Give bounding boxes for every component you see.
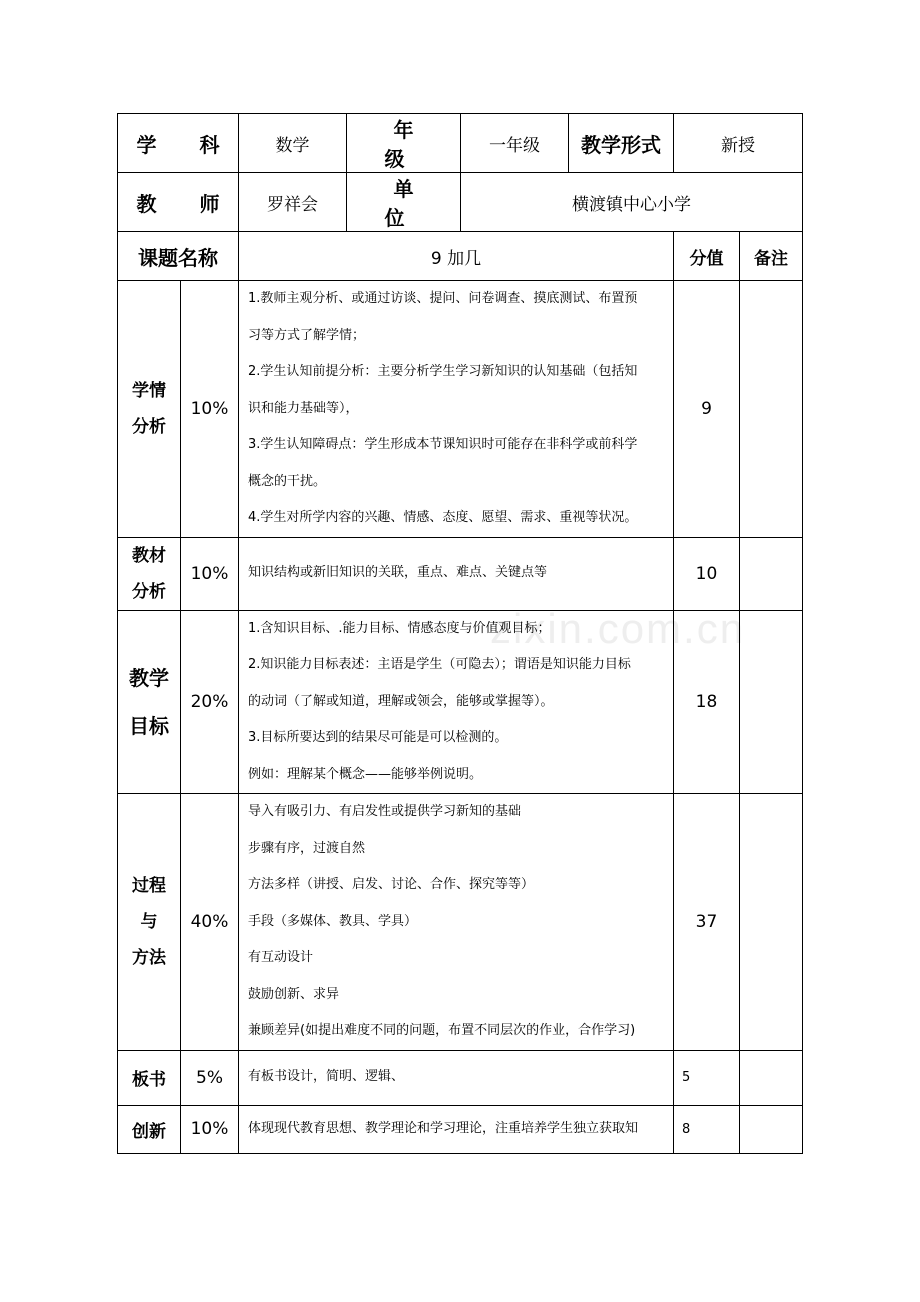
row-category: 学情 分析 bbox=[118, 281, 181, 538]
row-score: 9 bbox=[674, 281, 740, 538]
row-percent: 40% bbox=[181, 794, 239, 1051]
table-row bbox=[118, 537, 803, 610]
row-score: 18 bbox=[674, 610, 740, 794]
row-description: 有板书设计，简明、逻辑、 bbox=[239, 1050, 674, 1105]
row-note bbox=[740, 794, 803, 1051]
grade-label: 年 级 bbox=[347, 114, 461, 173]
row-percent: 10% bbox=[181, 1105, 239, 1153]
evaluation-table bbox=[117, 113, 803, 1154]
row-note bbox=[740, 610, 803, 794]
subject-value: 数学 bbox=[239, 114, 347, 173]
form-value: 新授 bbox=[674, 114, 803, 173]
form-label: 教学形式 bbox=[569, 114, 674, 173]
row-percent: 10% bbox=[181, 281, 239, 538]
table-row bbox=[118, 1105, 803, 1153]
row-description: 1.教师主观分析、或通过访谈、提问、问卷调查、摸底测试、布置预 习等方式了解学情； 2.学生认知前提分析：主要分析学生学习新知识的认知基础（包括知 识和能力基础等）， 3.学生认知障碍点：学生形成本节课知识时可能存在非科学或前科学 概念的干扰。 4.学生对所学内容的兴趣、情感、态度、愿望、需求、重视等状况。 bbox=[239, 281, 674, 538]
teacher-label: 教 师 bbox=[118, 173, 239, 232]
row-score: 37 bbox=[674, 794, 740, 1051]
row-category: 板书 bbox=[118, 1050, 181, 1105]
table-row bbox=[118, 794, 803, 1051]
row-percent: 20% bbox=[181, 610, 239, 794]
row-category: 教学 目标 bbox=[118, 610, 181, 794]
row-score: 10 bbox=[674, 537, 740, 610]
unit-value: 横渡镇中心小学 bbox=[461, 173, 803, 232]
row-description: 知识结构或新旧知识的关联，重点、难点、关键点等 bbox=[239, 537, 674, 610]
row-description: 1.含知识目标、.能力目标、情感态度与价值观目标； 2.知识能力目标表述：主语是学生（可隐去）；谓语是知识能力目标 的动词（了解或知道，理解或领会，能够或掌握等）。 3.目标所要达到的结果尽可能是可以检测的。 例如：理解某个概念——能够举例说明。 bbox=[239, 610, 674, 794]
row-note bbox=[740, 537, 803, 610]
row-category: 过程 与 方法 bbox=[118, 794, 181, 1051]
grade-value: 一年级 bbox=[461, 114, 569, 173]
row-note bbox=[740, 281, 803, 538]
header-row-1 bbox=[118, 114, 803, 173]
row-description: 导入有吸引力、有启发性或提供学习新知的基础 步骤有序，过渡自然 方法多样（讲授、启发、讨论、合作、探究等等） 手段（多媒体、教具、学具） 有互动设计 鼓励创新、求异 兼顾差异(如提出难度不同的问题，布置不同层次的作业，合作学习) bbox=[239, 794, 674, 1051]
row-description: 体现现代教育思想、教学理论和学习理论，注重培养学生独立获取知 bbox=[239, 1105, 674, 1153]
row-score: 8 bbox=[674, 1105, 740, 1153]
watermark: zixin.com.cn bbox=[490, 605, 746, 652]
note-header: 备注 bbox=[740, 232, 803, 281]
score-header: 分值 bbox=[674, 232, 740, 281]
topic-label: 课题名称 bbox=[118, 232, 239, 281]
unit-label: 单 位 bbox=[347, 173, 461, 232]
row-category: 创新 bbox=[118, 1105, 181, 1153]
row-note bbox=[740, 1050, 803, 1105]
header-row-2 bbox=[118, 173, 803, 232]
topic-value: 9 加几 bbox=[239, 232, 674, 281]
row-percent: 10% bbox=[181, 537, 239, 610]
row-note bbox=[740, 1105, 803, 1153]
teacher-value: 罗祥会 bbox=[239, 173, 347, 232]
row-category: 教材 分析 bbox=[118, 537, 181, 610]
subject-label: 学 科 bbox=[118, 114, 239, 173]
row-percent: 5% bbox=[181, 1050, 239, 1105]
table-row bbox=[118, 1050, 803, 1105]
row-score: 5 bbox=[674, 1050, 740, 1105]
header-row-3 bbox=[118, 232, 803, 281]
table-row bbox=[118, 610, 803, 794]
table-row bbox=[118, 281, 803, 538]
